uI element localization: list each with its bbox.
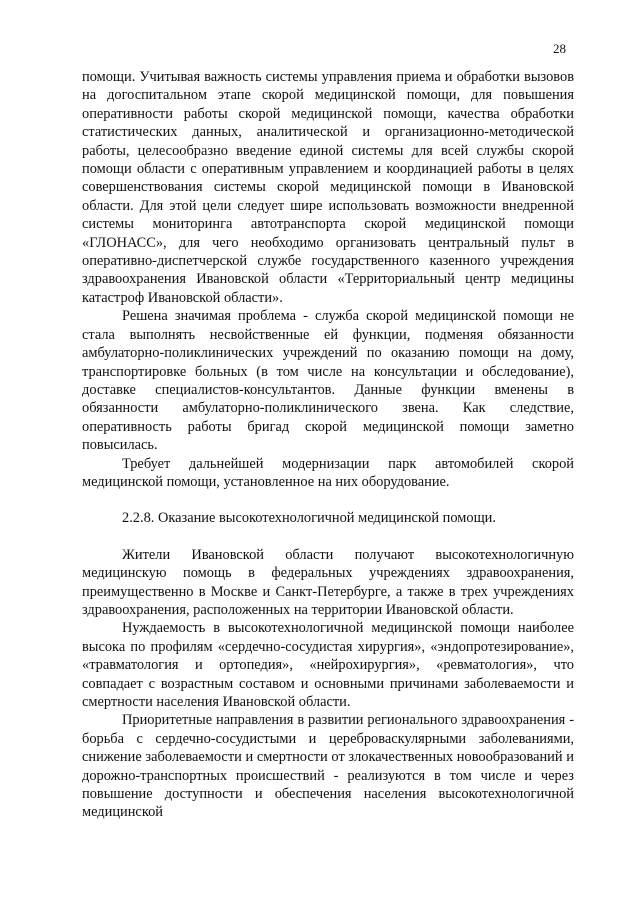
paragraph-ambulance-functions: Решена значимая проблема - служба скорой медицинской помощи не стала выполнять несвойственные ей функции, подменяя обязанности амбулаторно-поликлинических учреждений по оказанию помощи на дому, транспортировке больных (в том числе на консультации и обследование), доставке специалистов-консультантов. Данные функции вменены в обязанности амбулаторно-поликлинического звена. Как следствие, оперативность работы бригад скорой медицинской помощи заметно повысилась. <box>82 308 574 454</box>
paragraph-care-demand: Нуждаемость в высокотехнологичной медицинской помощи наиболее высока по профилям «сердечно-сосудистая хирургия», «эндопротезирование», «травматология и ортопедия», «нейрохирургия», «ревматология», что совпадает с возрастным составом и основными причинами заболеваемости и смертности населения Ивановской области. <box>82 620 574 710</box>
section-spacer <box>82 528 574 546</box>
section-heading: 2.2.8. Оказание высокотехнологичной медицинской помощи. <box>122 510 496 527</box>
paragraph-priorities: Приоритетные направления в развитии регионального здравоохранения - борьба с сердечно-сосудистыми и цереброваскулярными заболеваниями, снижение заболеваемости и смертности от злокачественных новообразований и дорожно-транспортных происшествий - реализуются в том числе и через повышение доступности и обеспечения населения высокотехнологичной медицинской <box>82 712 574 821</box>
paragraph-ambulance-dispatch: помощи. Учитывая важность системы управления приема и обработки вызовов на догоспитальном этапе скорой медицинской помощи, для повышения оперативности работы скорой медицинской помощи, качества обработки статистических данных, аналитической и организационно-методической работы, целесообразно введение единой системы для всей службы скорой помощи области с оперативным управлением и координацией работы в целях совершенствования системы скорой медицинской помощи в Ивановской области. Для этой цели следует шире использовать возможности внедренной системы мониторинга автотранспорта скорой медицинской помощи «ГЛОНАСС», для чего необходимо организовать центральный пульт в оперативно-диспетчерской службе государственного казенного учреждения здравоохранения Ивановской области «Территориальный центр медицины катастроф Ивановской области». <box>82 69 574 306</box>
paragraph-vehicle-modernization: Требует дальнейшей модернизации парк автомобилей скорой медицинской помощи, установленное на них оборудование. <box>82 455 574 490</box>
paragraph-high-tech-care: Жители Ивановской области получают высокотехнологичную медицинскую помощь в федеральных учреждениях здравоохранения, преимущественно в Москве и Санкт-Петербурге, а также в трех учреждениях здравоохранения, расположенных на территории Ивановской области. <box>82 546 574 618</box>
page-body <box>82 68 574 822</box>
page-number: 28 <box>553 41 566 56</box>
section-spacer <box>82 491 574 509</box>
